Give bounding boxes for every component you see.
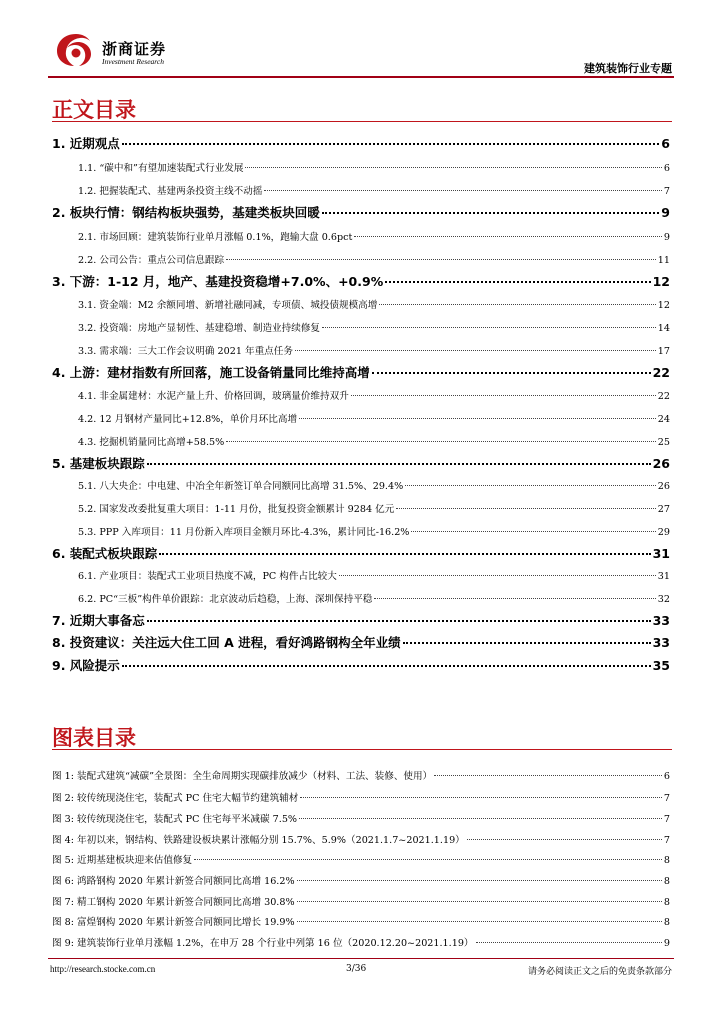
dot-leader <box>467 839 662 840</box>
toc-entry-page: 6 <box>663 163 670 174</box>
figure-entry-text: 图 4: 年初以来，钢结构、铁路建设板块累计涨幅分别 15.7%、5.9%（2021.1.7~2021.1.19） <box>52 835 465 846</box>
toc-entry-section[interactable] <box>78 320 670 334</box>
dot-leader <box>159 553 650 555</box>
toc-entry-section[interactable] <box>78 343 670 357</box>
dot-leader <box>297 921 662 922</box>
figure-entry-page: 9 <box>663 938 670 949</box>
dot-leader <box>299 418 656 419</box>
toc-entry-page: 26 <box>652 456 670 471</box>
dot-leader <box>396 508 655 509</box>
dot-leader <box>295 350 656 351</box>
dot-leader <box>476 942 662 943</box>
figure-entry[interactable] <box>52 935 670 949</box>
figure-entry-text: 图 1: 装配式建筑“减碳”全景图：全生命周期实现碳排放减少（材料、工法、装修、使用） <box>52 771 433 782</box>
toc-entry-chapter[interactable] <box>52 134 670 152</box>
figure-entry-text: 图 8: 富煌钢构 2020 年累计新签合同额同比增长 19.9% <box>52 917 295 928</box>
dot-leader <box>374 598 655 599</box>
toc-entry-page: 17 <box>657 346 670 357</box>
toc-entry-section[interactable] <box>78 501 670 515</box>
figure-entry-text: 图 2: 较传统现浇住宅，装配式 PC 住宅大幅节约建筑辅材 <box>52 793 299 804</box>
figures-title-rule <box>52 749 672 750</box>
dot-leader <box>194 859 662 860</box>
figure-entry-page: 6 <box>663 771 670 782</box>
toc-entry-page: 9 <box>661 205 670 220</box>
dot-leader <box>299 818 662 819</box>
toc-entry-text: 3. 下游：1-12 月，地产、基建投资稳增+7.0%、+0.9% <box>52 274 384 289</box>
figure-entry-page: 8 <box>663 855 670 866</box>
toc-entry-section[interactable] <box>78 591 670 605</box>
toc-entry-chapter[interactable] <box>52 656 670 674</box>
toc-entry-text: 3.3. 需求端：三大工作会议明确 2021 年重点任务 <box>78 346 293 357</box>
toc-entry-section[interactable] <box>78 411 670 425</box>
toc-entry-text: 1.2. 把握装配式、基建两条投资主线不动摇 <box>78 186 263 197</box>
toc-entry-page: 33 <box>652 613 670 628</box>
toc-entry-section[interactable] <box>78 524 670 538</box>
dot-leader <box>372 372 651 374</box>
report-type: 建筑装饰行业专题 <box>584 62 672 75</box>
dot-leader <box>379 304 655 305</box>
dot-leader <box>122 665 651 667</box>
figure-entry[interactable] <box>52 768 670 782</box>
figure-entry-page: 7 <box>663 793 670 804</box>
footer-url[interactable]: http://research.stocke.com.cn <box>50 964 156 974</box>
figure-entry-text: 图 6: 鸿路钢构 2020 年累计新签合同额同比高增 16.2% <box>52 876 295 887</box>
toc-entry-text: 5.1. 八大央企：中电建、中冶全年新签订单合同额同比高增 31.5%、29.4% <box>78 481 404 492</box>
toc-entry-chapter[interactable] <box>52 611 670 629</box>
dot-leader <box>403 642 651 644</box>
toc-entry-text: 1. 近期观点 <box>52 136 120 151</box>
toc-entry-text: 9. 风险提示 <box>52 658 120 673</box>
toc-entry-section[interactable] <box>78 183 670 197</box>
header-divider <box>48 76 674 78</box>
figure-entry-text: 图 5: 近期基建板块迎来估值修复 <box>52 855 193 866</box>
toc-entry-chapter[interactable] <box>52 272 670 290</box>
dot-leader <box>147 620 651 622</box>
toc-title: 正文目录 <box>52 98 136 122</box>
footer-disclaimer: 请务必阅读正文之后的免责条款部分 <box>527 967 672 977</box>
dot-leader <box>297 901 662 902</box>
toc-entry-chapter[interactable] <box>52 363 670 381</box>
toc-entry-text: 2.2. 公司公告：重点公司信息跟踪 <box>78 255 225 266</box>
toc-entry-section[interactable] <box>78 229 670 243</box>
dot-leader <box>339 575 656 576</box>
toc-entry-section[interactable] <box>78 478 670 492</box>
dot-leader <box>411 531 655 532</box>
toc-entry-text: 3.2. 投资端：房地产显韧性、基建稳增、制造业持续修复 <box>78 323 321 334</box>
toc-entry-page: 12 <box>657 300 670 311</box>
figure-entry[interactable] <box>52 914 670 928</box>
toc-entry-page: 24 <box>657 414 670 425</box>
figure-entry-page: 8 <box>663 897 670 908</box>
toc-entry-page: 25 <box>657 437 670 448</box>
company-subtitle: Investment Research <box>102 57 164 66</box>
figure-entry[interactable] <box>52 811 670 825</box>
toc-entry-page: 11 <box>657 255 670 266</box>
dot-leader <box>122 143 659 145</box>
dot-leader <box>434 775 662 776</box>
toc-entry-page: 14 <box>657 323 670 334</box>
toc-entry-page: 7 <box>663 186 670 197</box>
figure-entry-text: 图 9: 建筑装饰行业单月涨幅 1.2%，在申万 28 个行业中列第 16 位（2020.12.20~2021.1.19） <box>52 938 474 949</box>
toc-entry-text: 4. 上游：建材指数有所回落，施工设备销量同比维持高增 <box>52 365 370 380</box>
toc-entry-page: 32 <box>657 594 670 605</box>
figure-entry-text: 图 7: 精工钢构 2020 年累计新签合同额同比高增 30.8% <box>52 897 295 908</box>
toc-title-rule <box>52 121 672 122</box>
toc-entry-chapter[interactable] <box>52 544 670 562</box>
toc-entry-page: 22 <box>657 391 670 402</box>
toc-entry-section[interactable] <box>78 252 670 266</box>
figure-entry-page: 7 <box>663 835 670 846</box>
toc-entry-text: 5.3. PPP 入库项目：11 月份新入库项目金额月环比-4.3%，累计同比-16.2% <box>78 527 410 538</box>
toc-entry-section[interactable] <box>78 568 670 582</box>
toc-entry-text: 7. 近期大事备忘 <box>52 613 145 628</box>
toc-entry-page: 26 <box>657 481 670 492</box>
dot-leader <box>245 167 661 168</box>
company-name: 浙商证券 <box>102 40 167 58</box>
toc-entry-text: 4.1. 非金属建材：水泥产量上升、价格回调，玻璃量价维持双升 <box>78 391 349 402</box>
toc-entry-text: 2. 板块行情：钢结构板块强势，基建类板块回暖 <box>52 205 320 220</box>
figure-entry-page: 8 <box>663 917 670 928</box>
toc-entry-text: 4.2. 12 月钢材产量同比+12.8%，单价月环比高增 <box>78 414 298 425</box>
toc-entry-text: 3.1. 资金端：M2 余额同增、新增社融同减，专项债、城投债规模高增 <box>78 300 378 311</box>
dot-leader <box>264 190 661 191</box>
toc-entry-page: 31 <box>657 571 670 582</box>
toc-entry-section[interactable] <box>78 388 670 402</box>
toc-entry-page: 35 <box>652 658 670 673</box>
page-header <box>48 26 674 78</box>
dot-leader <box>354 236 662 237</box>
toc-entry-text: 4.3. 挖掘机销量同比高增+58.5% <box>78 437 225 448</box>
dot-leader <box>226 259 656 260</box>
figure-entry-page: 7 <box>663 814 670 825</box>
dot-leader <box>147 463 651 465</box>
company-logo-icon <box>54 32 98 68</box>
toc-entry-text: 6.2. PC“三板”构件单价跟踪：北京波动后趋稳，上海、深圳保持平稳 <box>78 594 373 605</box>
toc-entry-page: 27 <box>657 504 670 515</box>
figures-title: 图表目录 <box>52 726 136 750</box>
toc-entry-text: 1.1. “碳中和”有望加速装配式行业发展 <box>78 163 244 174</box>
toc-entry-text: 5. 基建板块跟踪 <box>52 456 145 471</box>
toc-entry-page: 12 <box>652 274 670 289</box>
figure-entry-page: 8 <box>663 876 670 887</box>
dot-leader <box>385 281 650 283</box>
toc-entry-text: 6.1. 产业项目：装配式工业项目热度不减，PC 构件占比较大 <box>78 571 337 582</box>
toc-entry-page: 31 <box>652 546 670 561</box>
toc-entry-section[interactable] <box>78 160 670 174</box>
toc-entry-page: 33 <box>652 635 670 650</box>
toc-entry-text: 6. 装配式板块跟踪 <box>52 546 158 561</box>
toc-entry-page: 6 <box>661 136 670 151</box>
figure-entry[interactable] <box>52 790 670 804</box>
figure-entry[interactable] <box>52 832 670 846</box>
toc-entry-text: 5.2. 国家发改委批复重大项目：1-11 月份，批复投资金额累计 9284 亿元 <box>78 504 395 515</box>
toc-entry-page: 22 <box>652 365 670 380</box>
toc-entry-text: 8. 投资建议：关注远大住工回 A 进程，看好鸿路钢构全年业绩 <box>52 635 401 650</box>
toc-entry-chapter[interactable] <box>52 203 670 221</box>
figure-entry[interactable] <box>52 873 670 887</box>
toc-entry-text: 2.1. 市场回顾：建筑装饰行业单月涨幅 0.1%，跑输大盘 0.6pct <box>78 232 353 243</box>
toc-entry-chapter[interactable] <box>52 454 670 472</box>
figure-entry[interactable] <box>52 894 670 908</box>
toc-entry-section[interactable] <box>78 434 670 448</box>
dot-leader <box>300 797 661 798</box>
dot-leader <box>322 212 659 214</box>
dot-leader <box>226 441 656 442</box>
toc-entry-page: 29 <box>657 527 670 538</box>
figure-entry-text: 图 3: 较传统现浇住宅，装配式 PC 住宅每平米减碳 7.5% <box>52 814 298 825</box>
toc-entry-page: 9 <box>663 232 670 243</box>
figure-entry[interactable] <box>52 852 670 866</box>
dot-leader <box>351 395 656 396</box>
dot-leader <box>405 485 656 486</box>
toc-entry-chapter[interactable] <box>52 633 670 651</box>
dot-leader <box>322 327 656 328</box>
footer-divider <box>48 958 674 959</box>
page-number: 3/36 <box>346 964 367 974</box>
toc-entry-section[interactable] <box>78 297 670 311</box>
dot-leader <box>297 880 662 881</box>
